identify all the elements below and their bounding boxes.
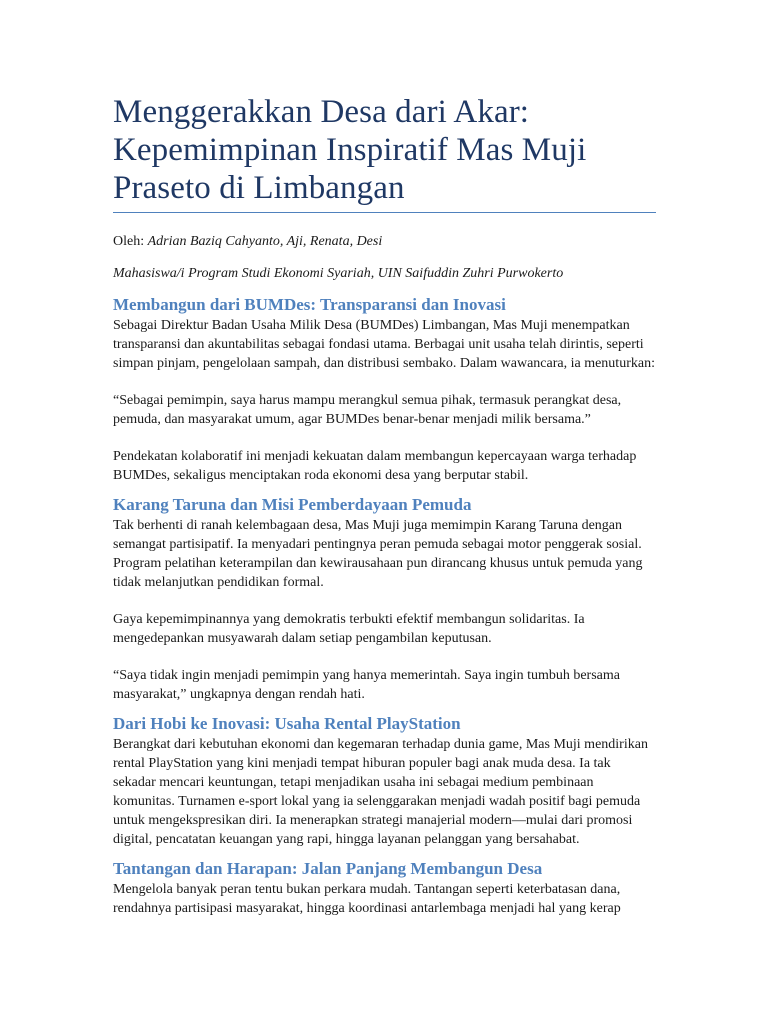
section-heading-bumdes: Membangun dari BUMDes: Transparansi dan Inovasi (113, 295, 506, 314)
paragraph: Tak berhenti di ranah kelembagaan desa, Mas Muji juga memimpin Karang Taruna dengan semangat partisipatif. Ia menyadari pentingnya peran pemuda sebagai motor penggerak sosial. Program pelatihan keterampilan dan kewirausahaan pun dirancang khusus untuk pemuda yang tidak melanjutkan pendidikan formal. (113, 518, 643, 590)
section-heading-karang-taruna: Karang Taruna dan Misi Pemberdayaan Pemuda (113, 495, 472, 514)
paragraph: Pendekatan kolaboratif ini menjadi kekuatan dalam membangun kepercayaan warga terhadap BUMDes, sekaligus menciptakan roda ekonomi desa yang berputar stabil. (113, 449, 637, 483)
section-heading-tantangan: Tantangan dan Harapan: Jalan Panjang Membangun Desa (113, 859, 543, 878)
paragraph: Berangkat dari kebutuhan ekonomi dan kegemaran terhadap dunia game, Mas Muji mendirikan rental PlayStation yang kini menjadi tempat hiburan populer bagi anak muda desa. Ia tak sekadar mencari keuntungan, tetapi menjadikan usaha ini sebagai medium pembinaan komunitas. Turnamen e-sport lokal yang ia selenggarakan menjadi wadah positif bagi pemuda untuk mengekspresikan diri. Ia menerapkan strategi manajerial modern—mulai dari promosi digital, pencatatan keuangan yang rapi, hingga layanan pelanggan yang bersahabat. (113, 737, 648, 847)
byline-authors: Adrian Baziq Cahyanto, Aji, Renata, Desi (147, 234, 383, 249)
quote-paragraph: “Sebagai pemimpin, saya harus mampu merangkul semua pihak, termasuk perangkat desa, pemuda, dan masyarakat umum, agar BUMDes benar-benar menjadi milik bersama.” (113, 393, 622, 427)
title-underline (113, 212, 656, 213)
byline (113, 232, 656, 252)
quote-paragraph: “Saya tidak ingin menjadi pemimpin yang hanya memerintah. Saya ingin tumbuh bersama masyarakat,” ungkapnya dengan rendah hati. (113, 668, 620, 702)
paragraph: Sebagai Direktur Badan Usaha Milik Desa (BUMDes) Limbangan, Mas Muji menempatkan transparansi dan akuntabilitas sebagai fondasi utama. Berbagai unit usaha telah dirintis, seperti simpan pinjam, pengelolaan sampah, dan distribusi sembako. Dalam wawancara, ia menuturkan: (113, 318, 655, 371)
author-affiliation: Mahasiswa/i Program Studi Ekonomi Syariah, UIN Saifuddin Zuhri Purwokerto (113, 266, 564, 281)
byline-prefix: Oleh: (113, 234, 148, 249)
document-page (113, 93, 656, 936)
paragraph: Gaya kepemimpinannya yang demokratis terbukti efektif membangun solidaritas. Ia mengedepankan musyawarah dalam setiap pengambilan keputusan. (113, 612, 585, 646)
document-title: Menggerakkan Desa dari Akar: Kepemimpinan Inspiratif Mas Muji Praseto di Limbangan (113, 94, 587, 206)
section-heading-rental-playstation: Dari Hobi ke Inovasi: Usaha Rental PlayStation (113, 714, 461, 733)
paragraph: Mengelola banyak peran tentu bukan perkara mudah. Tantangan seperti keterbatasan dana, rendahnya partisipasi masyarakat, hingga koordinasi antarlembaga menjadi hal yang kerap (113, 882, 621, 916)
